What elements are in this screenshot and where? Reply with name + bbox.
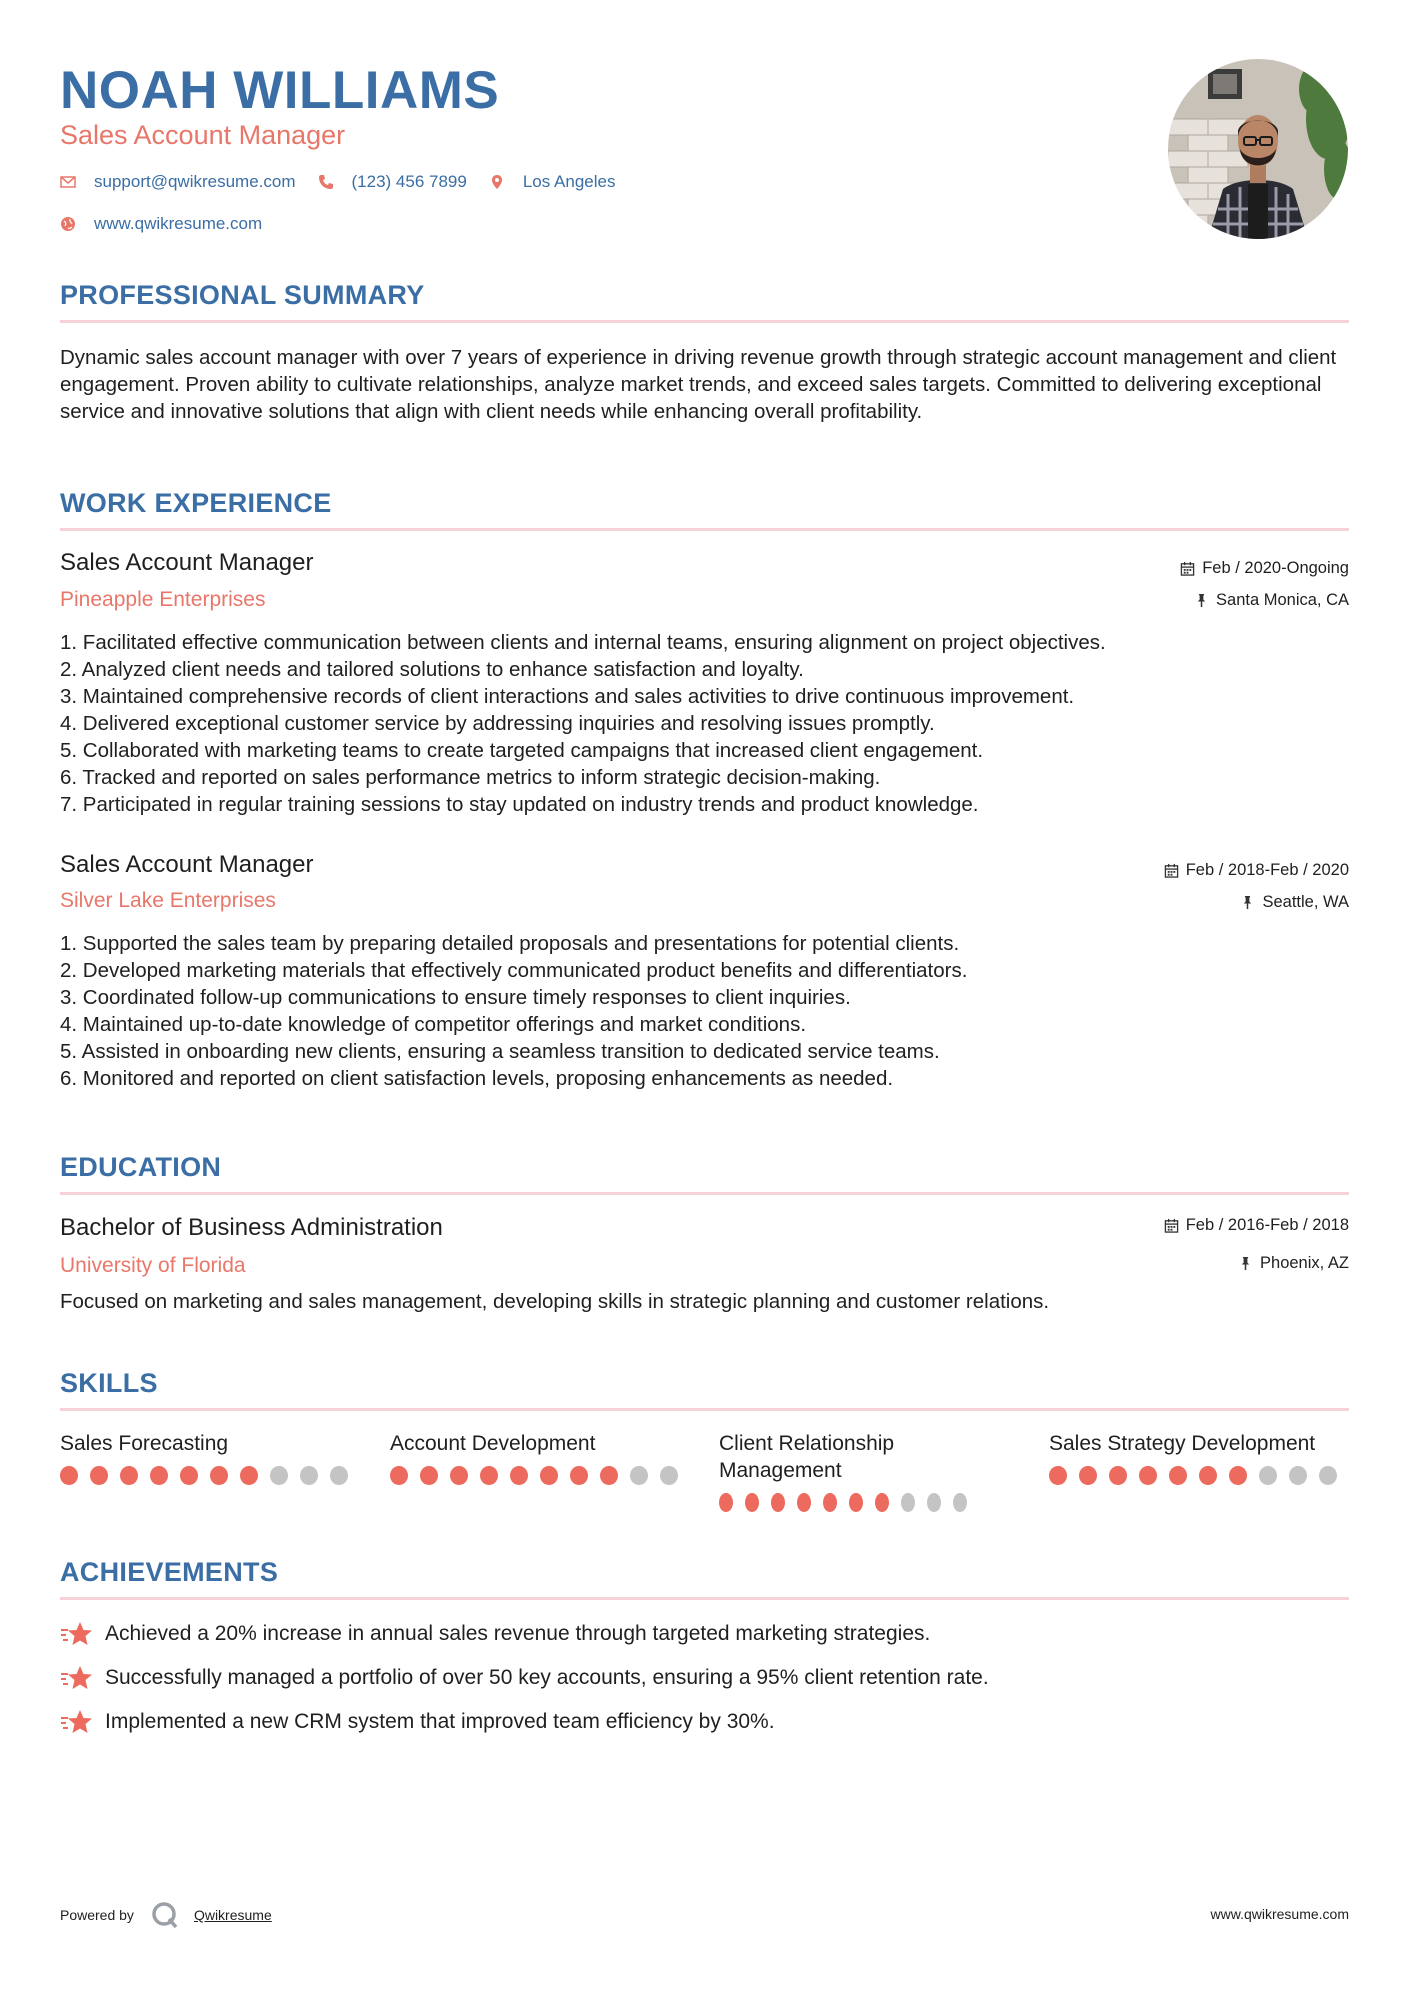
job-location bbox=[1194, 591, 1349, 610]
rating-dot-filled bbox=[719, 1493, 733, 1512]
list-item: 4. Delivered exceptional customer service by addressing inquiries and resolving issues promptly. bbox=[60, 712, 935, 735]
star-icon bbox=[60, 1708, 94, 1736]
rating-dot-empty bbox=[901, 1493, 915, 1512]
skill-rating bbox=[1049, 1466, 1349, 1485]
pushpin-icon bbox=[1240, 895, 1255, 910]
pushpin-icon bbox=[1238, 1256, 1253, 1271]
job-location-text: Seattle, WA bbox=[1262, 893, 1349, 911]
degree-title: Bachelor of Business Administration bbox=[60, 1214, 443, 1241]
list-item: 6. Tracked and reported on sales performance metrics to inform strategic decision-making. bbox=[60, 766, 881, 789]
avatar-illustration bbox=[1168, 59, 1348, 239]
website-text: www.qwikresume.com bbox=[94, 214, 263, 233]
powered-by-label: Powered by bbox=[60, 1907, 134, 1923]
job-company: Silver Lake Enterprises bbox=[60, 889, 276, 912]
achievement-text: Successfully managed a portfolio of over 50 key accounts, ensuring a 95% client retention rate. bbox=[105, 1666, 989, 1689]
rating-dot-filled bbox=[570, 1466, 588, 1485]
contact-phone[interactable] bbox=[318, 172, 467, 192]
phone-text: (123) 456 7899 bbox=[351, 172, 467, 191]
list-item: 3. Maintained comprehensive records of client interactions and sales activities to drive continuous improvement. bbox=[60, 685, 1075, 708]
rating-dot-filled bbox=[1169, 1466, 1187, 1485]
star-icon bbox=[60, 1664, 94, 1692]
skill-item bbox=[1049, 1430, 1349, 1485]
rating-dot-filled bbox=[150, 1466, 168, 1485]
rating-dot-filled bbox=[210, 1466, 228, 1485]
skill-rating bbox=[390, 1466, 690, 1485]
achievement-item bbox=[60, 1664, 989, 1692]
calendar-icon bbox=[1180, 561, 1195, 576]
rating-dot-filled bbox=[875, 1493, 889, 1512]
rating-dot-filled bbox=[390, 1466, 408, 1485]
education-dates bbox=[1164, 1216, 1349, 1235]
list-item: 2. Developed marketing materials that effectively communicated product benefits and differentiators. bbox=[60, 959, 968, 982]
skills-divider bbox=[60, 1408, 1349, 1411]
candidate-name: NOAH WILLIAMS bbox=[60, 61, 500, 120]
skill-name: Sales Strategy Development bbox=[1049, 1432, 1316, 1455]
summary-text: Dynamic sales account manager with over 7 years of experience in driving revenue growth through strategic account management and client engagement. Proven ability to cultivate relationships, analyze market trends, and exceed sales targets. Committed to delivering exceptional service and innovative solutions that align with client needs while enhancing overall profitability. bbox=[60, 346, 1337, 423]
achievements-divider bbox=[60, 1597, 1349, 1600]
candidate-role: Sales Account Manager bbox=[60, 120, 346, 150]
rating-dot-empty bbox=[1319, 1466, 1337, 1485]
list-item: 4. Maintained up-to-date knowledge of competitor offerings and market conditions. bbox=[60, 1013, 807, 1036]
job-dates bbox=[1180, 559, 1349, 578]
pushpin-icon bbox=[1194, 593, 1209, 608]
skill-name: Client Relationship Management bbox=[719, 1432, 895, 1482]
map-pin-icon bbox=[489, 174, 505, 190]
job-bullets bbox=[60, 930, 1350, 1092]
job-company: Pineapple Enterprises bbox=[60, 588, 266, 611]
rating-dot-empty bbox=[270, 1466, 288, 1485]
rating-dot-empty bbox=[300, 1466, 318, 1485]
achievement-item bbox=[60, 1620, 930, 1648]
envelope-icon bbox=[60, 174, 76, 190]
job-dates bbox=[1164, 861, 1349, 880]
rating-dot-filled bbox=[510, 1466, 528, 1485]
rating-dot-filled bbox=[1079, 1466, 1097, 1485]
rating-dot-filled bbox=[797, 1493, 811, 1512]
phone-icon bbox=[318, 174, 334, 190]
rating-dot-filled bbox=[1049, 1466, 1067, 1485]
rating-dot-filled bbox=[1109, 1466, 1127, 1485]
footer-powered-by bbox=[60, 1900, 272, 1930]
list-item: 3. Coordinated follow-up communications to ensure timely responses to client inquiries. bbox=[60, 986, 851, 1009]
achievements-heading: ACHIEVEMENTS bbox=[60, 1557, 279, 1587]
job-dates-text: Feb / 2020-Ongoing bbox=[1202, 559, 1349, 577]
globe-icon bbox=[60, 216, 76, 232]
education-divider bbox=[60, 1192, 1349, 1195]
job-location-text: Santa Monica, CA bbox=[1216, 591, 1349, 609]
education-dates-text: Feb / 2016-Feb / 2018 bbox=[1185, 1216, 1349, 1234]
contact-location bbox=[489, 172, 616, 192]
education-location-text: Phoenix, AZ bbox=[1260, 1254, 1349, 1272]
rating-dot-filled bbox=[1139, 1466, 1157, 1485]
summary-heading: PROFESSIONAL SUMMARY bbox=[60, 280, 425, 310]
rating-dot-filled bbox=[180, 1466, 198, 1485]
email-text: support@qwikresume.com bbox=[94, 172, 296, 191]
list-item: 6. Monitored and reported on client satisfaction levels, proposing enhancements as needed. bbox=[60, 1067, 894, 1090]
job-title: Sales Account Manager bbox=[60, 851, 314, 878]
job-bullets bbox=[60, 629, 1350, 818]
rating-dot-filled bbox=[420, 1466, 438, 1485]
job-location bbox=[1240, 893, 1349, 912]
achievement-text: Implemented a new CRM system that improved team efficiency by 30%. bbox=[105, 1710, 775, 1733]
education-description: Focused on marketing and sales management, developing skills in strategic planning and customer relations. bbox=[60, 1290, 1050, 1313]
star-icon bbox=[60, 1620, 94, 1648]
job-dates-text: Feb / 2018-Feb / 2020 bbox=[1185, 861, 1349, 879]
rating-dot-filled bbox=[1229, 1466, 1247, 1485]
list-item: 7. Participated in regular training sessions to stay updated on industry trends and product knowledge. bbox=[60, 793, 979, 816]
location-text: Los Angeles bbox=[522, 172, 616, 191]
rating-dot-filled bbox=[240, 1466, 258, 1485]
rating-dot-filled bbox=[600, 1466, 618, 1485]
summary-divider bbox=[60, 320, 1349, 323]
list-item: 5. Assisted in onboarding new clients, ensuring a seamless transition to dedicated service teams. bbox=[60, 1040, 940, 1063]
skill-rating bbox=[60, 1466, 360, 1485]
list-item: 2. Analyzed client needs and tailored solutions to enhance satisfaction and loyalty. bbox=[60, 658, 804, 681]
rating-dot-filled bbox=[90, 1466, 108, 1485]
rating-dot-filled bbox=[745, 1493, 759, 1512]
rating-dot-empty bbox=[953, 1493, 967, 1512]
experience-heading: WORK EXPERIENCE bbox=[60, 488, 332, 518]
skill-item bbox=[390, 1430, 690, 1485]
contact-row bbox=[60, 172, 637, 192]
list-item: 1. Supported the sales team by preparing detailed proposals and presentations for potential clients. bbox=[60, 932, 960, 955]
rating-dot-filled bbox=[849, 1493, 863, 1512]
rating-dot-filled bbox=[60, 1466, 78, 1485]
job-title: Sales Account Manager bbox=[60, 549, 314, 576]
qwikresume-logo-icon bbox=[150, 1900, 180, 1930]
rating-dot-empty bbox=[330, 1466, 348, 1485]
contact-email[interactable] bbox=[60, 172, 296, 192]
skill-item bbox=[719, 1430, 979, 1512]
school-name: University of Florida bbox=[60, 1254, 246, 1277]
rating-dot-empty bbox=[660, 1466, 678, 1485]
achievement-text: Achieved a 20% increase in annual sales revenue through targeted marketing strategies. bbox=[105, 1622, 931, 1645]
rating-dot-empty bbox=[927, 1493, 941, 1512]
contact-website[interactable] bbox=[60, 214, 262, 234]
rating-dot-empty bbox=[630, 1466, 648, 1485]
rating-dot-filled bbox=[1199, 1466, 1217, 1485]
website-row bbox=[60, 214, 284, 234]
achievement-item bbox=[60, 1708, 775, 1736]
rating-dot-filled bbox=[771, 1493, 785, 1512]
calendar-icon bbox=[1164, 863, 1179, 878]
education-heading: EDUCATION bbox=[60, 1152, 222, 1182]
skill-name: Account Development bbox=[390, 1432, 596, 1455]
skills-heading: SKILLS bbox=[60, 1368, 158, 1398]
footer-url[interactable]: www.qwikresume.com bbox=[1210, 1906, 1349, 1922]
rating-dot-filled bbox=[823, 1493, 837, 1512]
profile-photo bbox=[1168, 59, 1348, 239]
rating-dot-filled bbox=[480, 1466, 498, 1485]
rating-dot-filled bbox=[540, 1466, 558, 1485]
experience-divider bbox=[60, 528, 1349, 531]
skill-name: Sales Forecasting bbox=[60, 1432, 229, 1455]
skill-rating bbox=[719, 1493, 979, 1512]
calendar-icon bbox=[1164, 1218, 1179, 1233]
rating-dot-empty bbox=[1259, 1466, 1277, 1485]
list-item: 1. Facilitated effective communication between clients and internal teams, ensuring alignment on project objectives. bbox=[60, 631, 1106, 654]
rating-dot-empty bbox=[1289, 1466, 1307, 1485]
list-item: 5. Collaborated with marketing teams to create targeted campaigns that increased client engagement. bbox=[60, 739, 984, 762]
education-location bbox=[1238, 1254, 1349, 1273]
rating-dot-filled bbox=[120, 1466, 138, 1485]
qwikresume-link[interactable]: Qwikresume bbox=[193, 1907, 272, 1923]
rating-dot-filled bbox=[450, 1466, 468, 1485]
skill-item bbox=[60, 1430, 360, 1485]
